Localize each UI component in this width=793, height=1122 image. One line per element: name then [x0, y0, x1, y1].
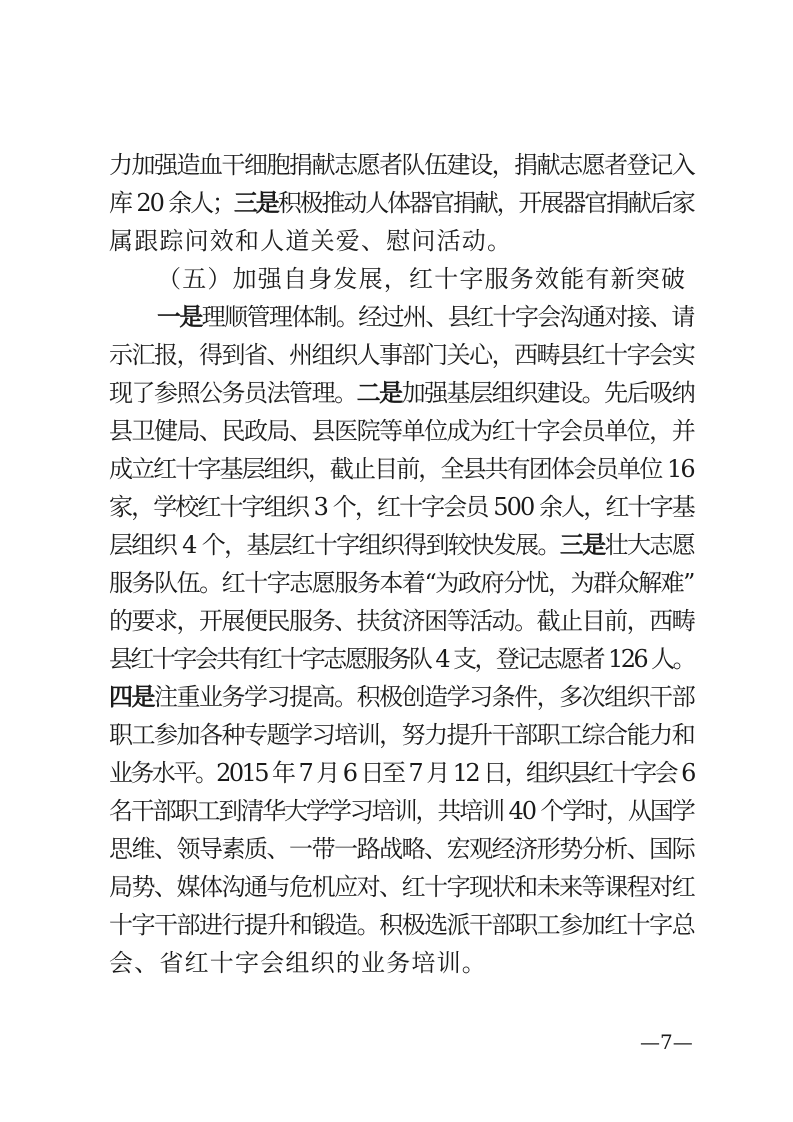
text-run: 十字干部进行提升和锻造。积极选派干部职工参加红十字总: [109, 911, 695, 939]
text-run: 思维、领导素质、一带一路战略、宏观经济形势分析、国际: [109, 835, 695, 863]
text-run: 力加强造血干细胞捐献志愿者队伍建设，捐献志愿者登记入: [109, 151, 695, 179]
text-line: [109, 222, 694, 260]
text-line: [109, 374, 694, 412]
enumeration-marker: 二是: [356, 378, 402, 407]
enumeration-marker: 三是: [559, 530, 605, 559]
text-line: [109, 450, 694, 488]
text-line: [109, 184, 694, 222]
text-run: 名干部职工到清华大学学习培训，共培训 40 个学时，从国学: [109, 797, 694, 825]
text-run: 局势、媒体沟通与危机应对、红十字现状和未来等课程对红: [109, 873, 695, 901]
text-run: 注重业务学习提高。积极创造学习条件，多次组织干部: [154, 683, 695, 711]
text-run: 职工参加各种专题学习培训，努力提升干部职工综合能力和: [109, 721, 695, 749]
text-run: 加强基层组织建设。先后吸纳: [401, 379, 695, 407]
text-run: 现了参照公务员法管理。: [109, 379, 357, 407]
text-run: 成立红十字基层组织，截止目前，全县共有团体会员单位 16: [109, 455, 694, 483]
text-run: 县红十字会共有红十字志愿服务队 4 支，登记志愿者 126 人。: [109, 645, 694, 673]
enumeration-marker: 四是: [109, 682, 155, 711]
text-line: [109, 336, 694, 374]
text-line: [109, 868, 694, 906]
text-run: 壮大志愿: [604, 531, 695, 559]
text-run: 服务队伍。红十字志愿服务本着“为政府分忧，为群众解难”: [109, 569, 694, 597]
text-run: 家，学校红十字组织 3 个，红十字会员 500 余人，红十字基: [109, 493, 694, 521]
text-run: 属跟踪问效和人道关爱、慰问活动。: [109, 227, 513, 255]
text-run: 会、省红十字会组织的业务培训。: [109, 949, 487, 977]
text-line: [109, 792, 694, 830]
text-line: [109, 488, 694, 526]
enumeration-marker: 三是: [233, 188, 278, 217]
text-run: 理顺管理体制。经过州、县红十字会沟通对接、请: [201, 303, 694, 331]
text-run: 县卫健局、民政局、县医院等单位成为红十字会员单位，并: [109, 417, 695, 445]
text-line: [109, 602, 694, 640]
text-line: [109, 830, 694, 868]
text-line: [109, 564, 694, 602]
text-line: [109, 678, 694, 716]
text-run: 的要求，开展便民服务、扶贫济困等活动。截止目前，西畴: [109, 607, 695, 635]
text-line: [109, 526, 694, 564]
text-line: [109, 146, 694, 184]
text-run: 积极推动人体器官捐献，开展器官捐献后家: [277, 189, 694, 217]
text-run: 业务水平。2015 年 7 月 6 日至 7 月 12 日，组织县红十字会 6: [109, 759, 694, 787]
text-line: [109, 716, 694, 754]
text-line: [109, 754, 694, 792]
text-line: [109, 640, 694, 678]
text-line: [109, 412, 694, 450]
text-run: 库 20 余人；: [109, 189, 234, 217]
text-line: [157, 298, 694, 336]
text-run: 层组织 4 个，基层红十字组织得到较快发展。: [109, 531, 560, 559]
text-run: 示汇报，得到省、州组织人事部门关心，西畴县红十字会实: [109, 341, 695, 369]
text-line: [109, 906, 694, 944]
enumeration-marker: 一是: [157, 302, 202, 331]
page-number: —7—: [640, 1030, 693, 1054]
section-heading-text: （五）加强自身发展，红十字服务效能有新突破: [157, 265, 687, 293]
text-line: [109, 944, 694, 982]
section-heading: [157, 260, 694, 298]
